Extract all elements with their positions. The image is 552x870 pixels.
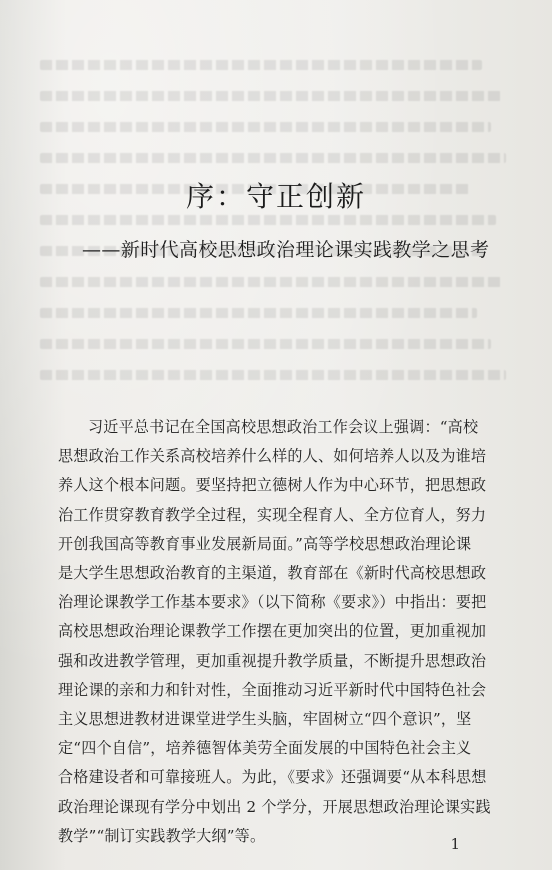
- paragraph-line: 开创我国高等教育事业发展新局面。”高等学校思想政治理论课: [58, 534, 472, 553]
- paragraph-line: 强和改进教学管理，更加重视提升教学质量，不断提升思想政治: [58, 651, 487, 670]
- chapter-subtitle: ——新时代高校思想政治理论课实践教学之思考: [82, 239, 490, 261]
- page-number: 1: [450, 835, 460, 853]
- body-paragraph: [58, 413, 510, 851]
- paragraph-line: 教学”“制订实践教学大纲”等。: [58, 826, 266, 845]
- paragraph-line: 定“四个自信”，培养德智体美劳全面发展的中国特色社会主义: [58, 739, 472, 758]
- paragraph-line: 政治理论课现有学分中划出 2 个学分，开展思想政治理论课实践: [58, 797, 491, 816]
- paragraph-line: 思想政治工作关系高校培养什么样的人、如何培养人以及为谁培: [58, 447, 487, 466]
- paragraph-line: 合格建设者和可靠接班人。为此，《要求》还强调要“从本科思想: [58, 768, 487, 787]
- paragraph-line: 治理论课教学工作基本要求》（以下简称《要求》）中指出：要把: [58, 593, 487, 612]
- paragraph-line: 习近平总书记在全国高校思想政治工作会议上强调：“高校: [88, 418, 479, 436]
- paragraph-line: 是大学生思想政治教育的主渠道，教育部在《新时代高校思想政: [58, 564, 487, 583]
- paragraph-line: 主义思想进教材进课堂进学生头脑，牢固树立“四个意识”，坚: [58, 710, 472, 729]
- paragraph-line: 养人这个根本问题。要坚持把立德树人作为中心环节，把思想政: [58, 476, 487, 495]
- paragraph-line: 理论课的亲和力和针对性，全面推动习近平新时代中国特色社会: [58, 680, 487, 699]
- paragraph-line: 高校思想政治理论课教学工作摆在更加突出的位置，更加重视加: [58, 622, 487, 641]
- chapter-title: 序：守正创新: [185, 180, 366, 213]
- paragraph-line: 治工作贯穿教育教学全过程，实现全程育人、全方位育人，努力: [58, 505, 487, 524]
